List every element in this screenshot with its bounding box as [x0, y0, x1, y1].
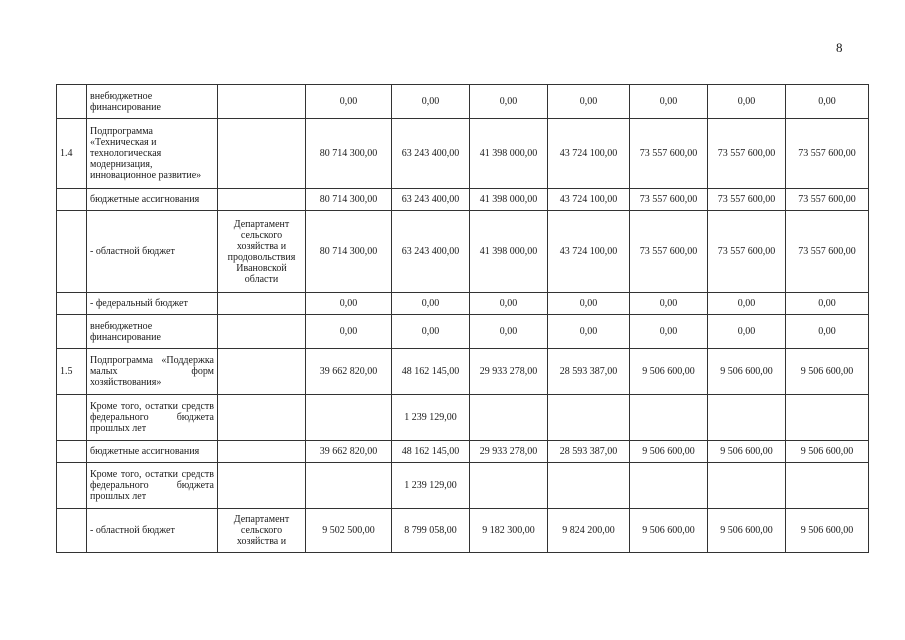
- page-number: 8: [836, 40, 843, 55]
- value-cell: 80 714 300,00: [306, 211, 392, 293]
- value-cell: 9 506 600,00: [708, 509, 786, 553]
- row-name-text: бюджетные ассигнования: [90, 194, 200, 205]
- executor-cell: [218, 189, 306, 211]
- row-name-cell: [87, 119, 218, 189]
- value-cell: 0,00: [786, 85, 869, 119]
- row-name-text: Кроме того, остатки средств федерального бюджета прошлых лет: [90, 469, 214, 502]
- value-cell: 9 182 300,00: [470, 509, 548, 553]
- value-cell: 8 799 058,00: [392, 509, 470, 553]
- value-cell: 0,00: [306, 85, 392, 119]
- row-number-cell: [57, 395, 87, 441]
- executor-cell: [218, 315, 306, 349]
- value-cell: 41 398 000,00: [470, 119, 548, 189]
- executor-cell: [218, 349, 306, 395]
- value-cell: 0,00: [708, 293, 786, 315]
- value-cell: 0,00: [392, 293, 470, 315]
- row-number-cell: [57, 441, 87, 463]
- row-number-cell: [57, 315, 87, 349]
- value-cell: 80 714 300,00: [306, 189, 392, 211]
- row-name-cell: [87, 463, 218, 509]
- table-row: [57, 85, 869, 119]
- executor-cell: Департамент сельского хозяйства и продовольствия Ивановской области: [218, 211, 306, 293]
- value-cell: 28 593 387,00: [548, 441, 630, 463]
- value-cell: 41 398 000,00: [470, 211, 548, 293]
- value-cell: 0,00: [470, 85, 548, 119]
- row-name-cell: [87, 85, 218, 119]
- value-cell: 39 662 820,00: [306, 441, 392, 463]
- value-cell: [708, 395, 786, 441]
- value-cell: 0,00: [470, 293, 548, 315]
- value-cell: 1 239 129,00: [392, 395, 470, 441]
- row-name-text: Подпрограмма «Техническая и технологическая модернизация, инновационное развитие»: [90, 126, 202, 181]
- value-cell: 0,00: [392, 85, 470, 119]
- value-cell: 73 557 600,00: [708, 189, 786, 211]
- value-cell: 73 557 600,00: [708, 119, 786, 189]
- value-cell: 0,00: [630, 315, 708, 349]
- value-cell: 9 506 600,00: [630, 509, 708, 553]
- value-cell: [548, 463, 630, 509]
- value-cell: 9 506 600,00: [630, 349, 708, 395]
- executor-cell: [218, 293, 306, 315]
- value-cell: 63 243 400,00: [392, 119, 470, 189]
- table-row: [57, 119, 869, 189]
- value-cell: 73 557 600,00: [786, 211, 869, 293]
- executor-cell: [218, 395, 306, 441]
- executor-cell: [218, 119, 306, 189]
- value-cell: 73 557 600,00: [630, 211, 708, 293]
- value-cell: [786, 463, 869, 509]
- value-cell: 9 506 600,00: [630, 441, 708, 463]
- value-cell: [630, 463, 708, 509]
- table-row: [57, 189, 869, 211]
- value-cell: 0,00: [470, 315, 548, 349]
- value-cell: 0,00: [708, 85, 786, 119]
- table-row: [57, 509, 869, 553]
- executor-cell: [218, 85, 306, 119]
- value-cell: 0,00: [630, 293, 708, 315]
- row-name-text: внебюджетное финансирование: [90, 90, 161, 113]
- row-number-cell: 1.4: [57, 119, 87, 189]
- table-row: [57, 441, 869, 463]
- row-number-cell: [57, 463, 87, 509]
- value-cell: 1 239 129,00: [392, 463, 470, 509]
- value-cell: 43 724 100,00: [548, 211, 630, 293]
- value-cell: 41 398 000,00: [470, 189, 548, 211]
- table-row: [57, 349, 869, 395]
- row-name-text: бюджетные ассигнования: [90, 446, 200, 457]
- value-cell: 9 506 600,00: [786, 441, 869, 463]
- value-cell: 0,00: [708, 315, 786, 349]
- value-cell: [470, 463, 548, 509]
- value-cell: [708, 463, 786, 509]
- row-number-cell: [57, 85, 87, 119]
- row-name-cell: [87, 441, 218, 463]
- value-cell: [630, 395, 708, 441]
- value-cell: 29 933 278,00: [470, 349, 548, 395]
- row-number-cell: [57, 293, 87, 315]
- value-cell: 0,00: [548, 293, 630, 315]
- row-name-cell: [87, 349, 218, 395]
- row-name-text: внебюджетное финансирование: [90, 320, 161, 343]
- value-cell: [306, 395, 392, 441]
- row-name-text: Кроме того, остатки средств федерального бюджета прошлых лет: [90, 401, 214, 434]
- value-cell: 73 557 600,00: [786, 189, 869, 211]
- value-cell: 0,00: [786, 315, 869, 349]
- value-cell: 0,00: [548, 85, 630, 119]
- row-name-cell: [87, 211, 218, 293]
- value-cell: 39 662 820,00: [306, 349, 392, 395]
- row-name-text: - областной бюджет: [90, 246, 175, 257]
- value-cell: 9 824 200,00: [548, 509, 630, 553]
- value-cell: [306, 463, 392, 509]
- value-cell: 73 557 600,00: [786, 119, 869, 189]
- value-cell: 73 557 600,00: [630, 189, 708, 211]
- value-cell: 9 506 600,00: [708, 441, 786, 463]
- row-name-cell: [87, 189, 218, 211]
- value-cell: 73 557 600,00: [630, 119, 708, 189]
- value-cell: 43 724 100,00: [548, 119, 630, 189]
- executor-cell: [218, 441, 306, 463]
- value-cell: 63 243 400,00: [392, 189, 470, 211]
- value-cell: 9 506 600,00: [708, 349, 786, 395]
- value-cell: 0,00: [306, 315, 392, 349]
- value-cell: 48 162 145,00: [392, 441, 470, 463]
- value-cell: 9 502 500,00: [306, 509, 392, 553]
- row-name-cell: [87, 315, 218, 349]
- value-cell: 9 506 600,00: [786, 509, 869, 553]
- value-cell: 73 557 600,00: [708, 211, 786, 293]
- row-name-text: - федеральный бюджет: [90, 298, 188, 309]
- table-row: [57, 315, 869, 349]
- table-row: [57, 395, 869, 441]
- value-cell: [548, 395, 630, 441]
- value-cell: [470, 395, 548, 441]
- row-number-cell: [57, 509, 87, 553]
- table-row: [57, 463, 869, 509]
- value-cell: 29 933 278,00: [470, 441, 548, 463]
- value-cell: 0,00: [630, 85, 708, 119]
- row-name-text: Подпрограмма «Поддержка малых форм хозяйствования»: [90, 355, 214, 388]
- value-cell: 9 506 600,00: [786, 349, 869, 395]
- row-name-cell: [87, 509, 218, 553]
- value-cell: [786, 395, 869, 441]
- value-cell: 63 243 400,00: [392, 211, 470, 293]
- executor-cell: [218, 463, 306, 509]
- row-number-cell: [57, 189, 87, 211]
- row-name-cell: [87, 293, 218, 315]
- value-cell: 43 724 100,00: [548, 189, 630, 211]
- executor-cell: Департамент сельского хозяйства и: [218, 509, 306, 553]
- value-cell: 80 714 300,00: [306, 119, 392, 189]
- value-cell: 48 162 145,00: [392, 349, 470, 395]
- row-number-cell: 1.5: [57, 349, 87, 395]
- value-cell: 0,00: [306, 293, 392, 315]
- value-cell: 28 593 387,00: [548, 349, 630, 395]
- table-row: [57, 211, 869, 293]
- row-number-cell: [57, 211, 87, 293]
- budget-table: [56, 84, 869, 553]
- row-name-cell: [87, 395, 218, 441]
- value-cell: 0,00: [392, 315, 470, 349]
- table-row: [57, 293, 869, 315]
- value-cell: 0,00: [786, 293, 869, 315]
- value-cell: 0,00: [548, 315, 630, 349]
- row-name-text: - областной бюджет: [90, 525, 175, 536]
